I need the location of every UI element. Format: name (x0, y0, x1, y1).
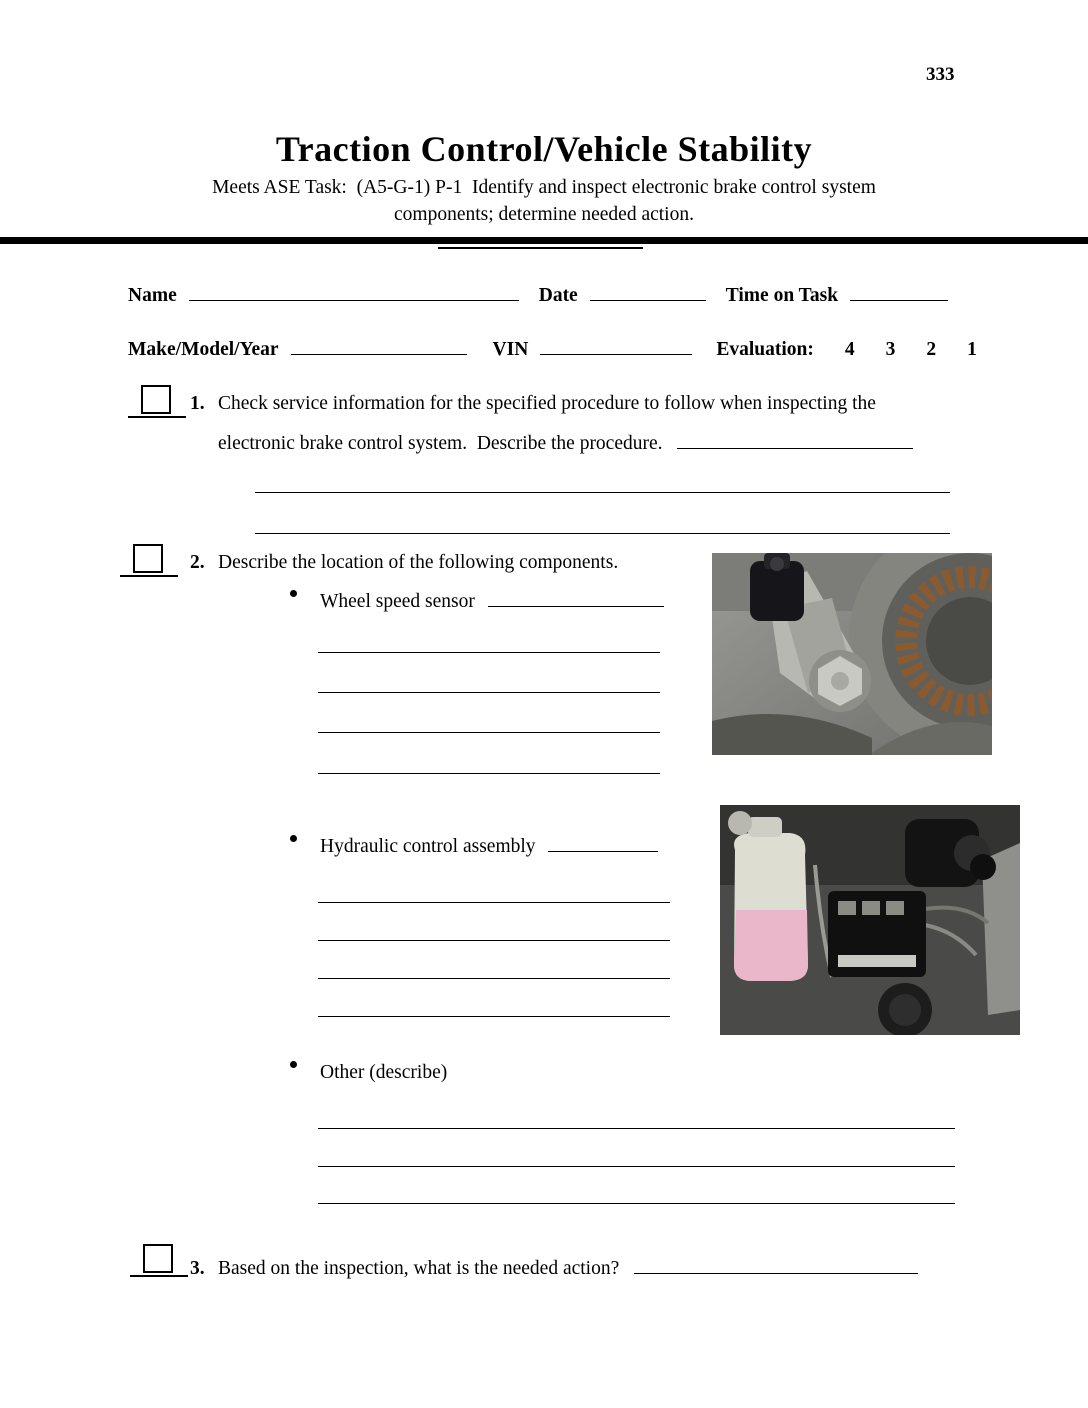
name-field-blank[interactable] (189, 286, 519, 301)
task2-text: Describe the location of the following components. (218, 552, 619, 573)
bullet-icon (290, 1061, 297, 1068)
time-on-task-label: Time on Task (725, 285, 839, 306)
make-field-blank[interactable] (291, 340, 467, 355)
hydraulic-control-assembly-photo (720, 805, 1020, 1035)
wss-blank-line-1[interactable] (318, 652, 660, 653)
task3-number: 3. (190, 1258, 205, 1279)
date-label: Date (538, 285, 578, 306)
evaluation-option-4[interactable]: 4 (844, 339, 855, 360)
hydraulic-control-assembly-photo-art (720, 805, 1020, 1035)
task3-checkline (130, 1240, 188, 1277)
procedure-blank-line-1[interactable] (255, 492, 950, 493)
wheel-speed-sensor-item (320, 591, 664, 613)
wheel-speed-sensor-photo-art (712, 553, 992, 755)
task3-checkbox[interactable] (143, 1244, 173, 1273)
hydraulic-inline-blank[interactable] (548, 837, 658, 852)
task1-text-line1: Check service information for the specified procedure to follow when inspecting the (218, 393, 876, 414)
bullet-icon (290, 835, 297, 842)
needed-action-inline-blank[interactable] (634, 1259, 918, 1274)
hydraulic-control-assembly-item (320, 836, 658, 858)
date-field-blank[interactable] (590, 286, 706, 301)
procedure-blank-line-2[interactable] (255, 533, 950, 534)
page-number: 333 (926, 64, 955, 85)
divider-rule-notch (438, 247, 643, 249)
wss-blank-line-2[interactable] (318, 692, 660, 693)
hca-blank-line-1[interactable] (318, 902, 670, 903)
wheel-speed-sensor-label: Wheel speed sensor (320, 591, 475, 612)
vin-field-blank[interactable] (540, 340, 692, 355)
bullet-icon (290, 590, 297, 597)
evaluation-option-3[interactable]: 3 (885, 339, 896, 360)
procedure-inline-blank[interactable] (677, 434, 913, 449)
other-blank-line-3[interactable] (318, 1203, 955, 1204)
task2-number: 2. (190, 552, 205, 573)
wheel-speed-sensor-photo (712, 553, 992, 755)
form-row-2 (128, 339, 1048, 361)
vin-label: VIN (492, 339, 529, 360)
wheel-speed-sensor-inline-blank[interactable] (488, 592, 664, 607)
task1-number: 1. (190, 393, 205, 414)
evaluation-option-1[interactable]: 1 (967, 339, 977, 360)
time-field-blank[interactable] (850, 286, 948, 301)
form-row-1 (128, 285, 1028, 307)
page-title: Traction Control/Vehicle Stability (275, 129, 813, 169)
other-blank-line-2[interactable] (318, 1166, 955, 1167)
hca-blank-line-4[interactable] (318, 1016, 670, 1017)
task3-text-wrap (218, 1258, 918, 1280)
hydraulic-control-assembly-label: Hydraulic control assembly (320, 836, 536, 857)
task1-checkline (128, 381, 186, 418)
wss-blank-line-3[interactable] (318, 732, 660, 733)
evaluation-option-2[interactable]: 2 (926, 339, 937, 360)
task1-text-line2: electronic brake control system. Describe the procedure. (218, 433, 663, 454)
other-blank-line-1[interactable] (318, 1128, 955, 1129)
ase-task-line-1: Meets ASE Task: (A5-G-1) P-1 Identify and inspect electronic brake control system (212, 177, 876, 198)
evaluation-label: Evaluation: (716, 339, 814, 360)
other-describe-label: Other (describe) (320, 1062, 448, 1083)
make-model-year-label: Make/Model/Year (128, 339, 279, 360)
task3-text: Based on the inspection, what is the needed action? (218, 1258, 620, 1279)
task2-checkbox[interactable] (133, 544, 163, 573)
task1-checkbox[interactable] (141, 385, 171, 414)
name-label: Name (128, 285, 177, 306)
task2-checkline (120, 540, 178, 577)
wss-blank-line-4[interactable] (318, 773, 660, 774)
ase-task-line-2: components; determine needed action. (394, 204, 694, 225)
task1-text-line2-wrap (218, 433, 913, 455)
hca-blank-line-2[interactable] (318, 940, 670, 941)
divider-rule (0, 237, 1088, 244)
hca-blank-line-3[interactable] (318, 978, 670, 979)
